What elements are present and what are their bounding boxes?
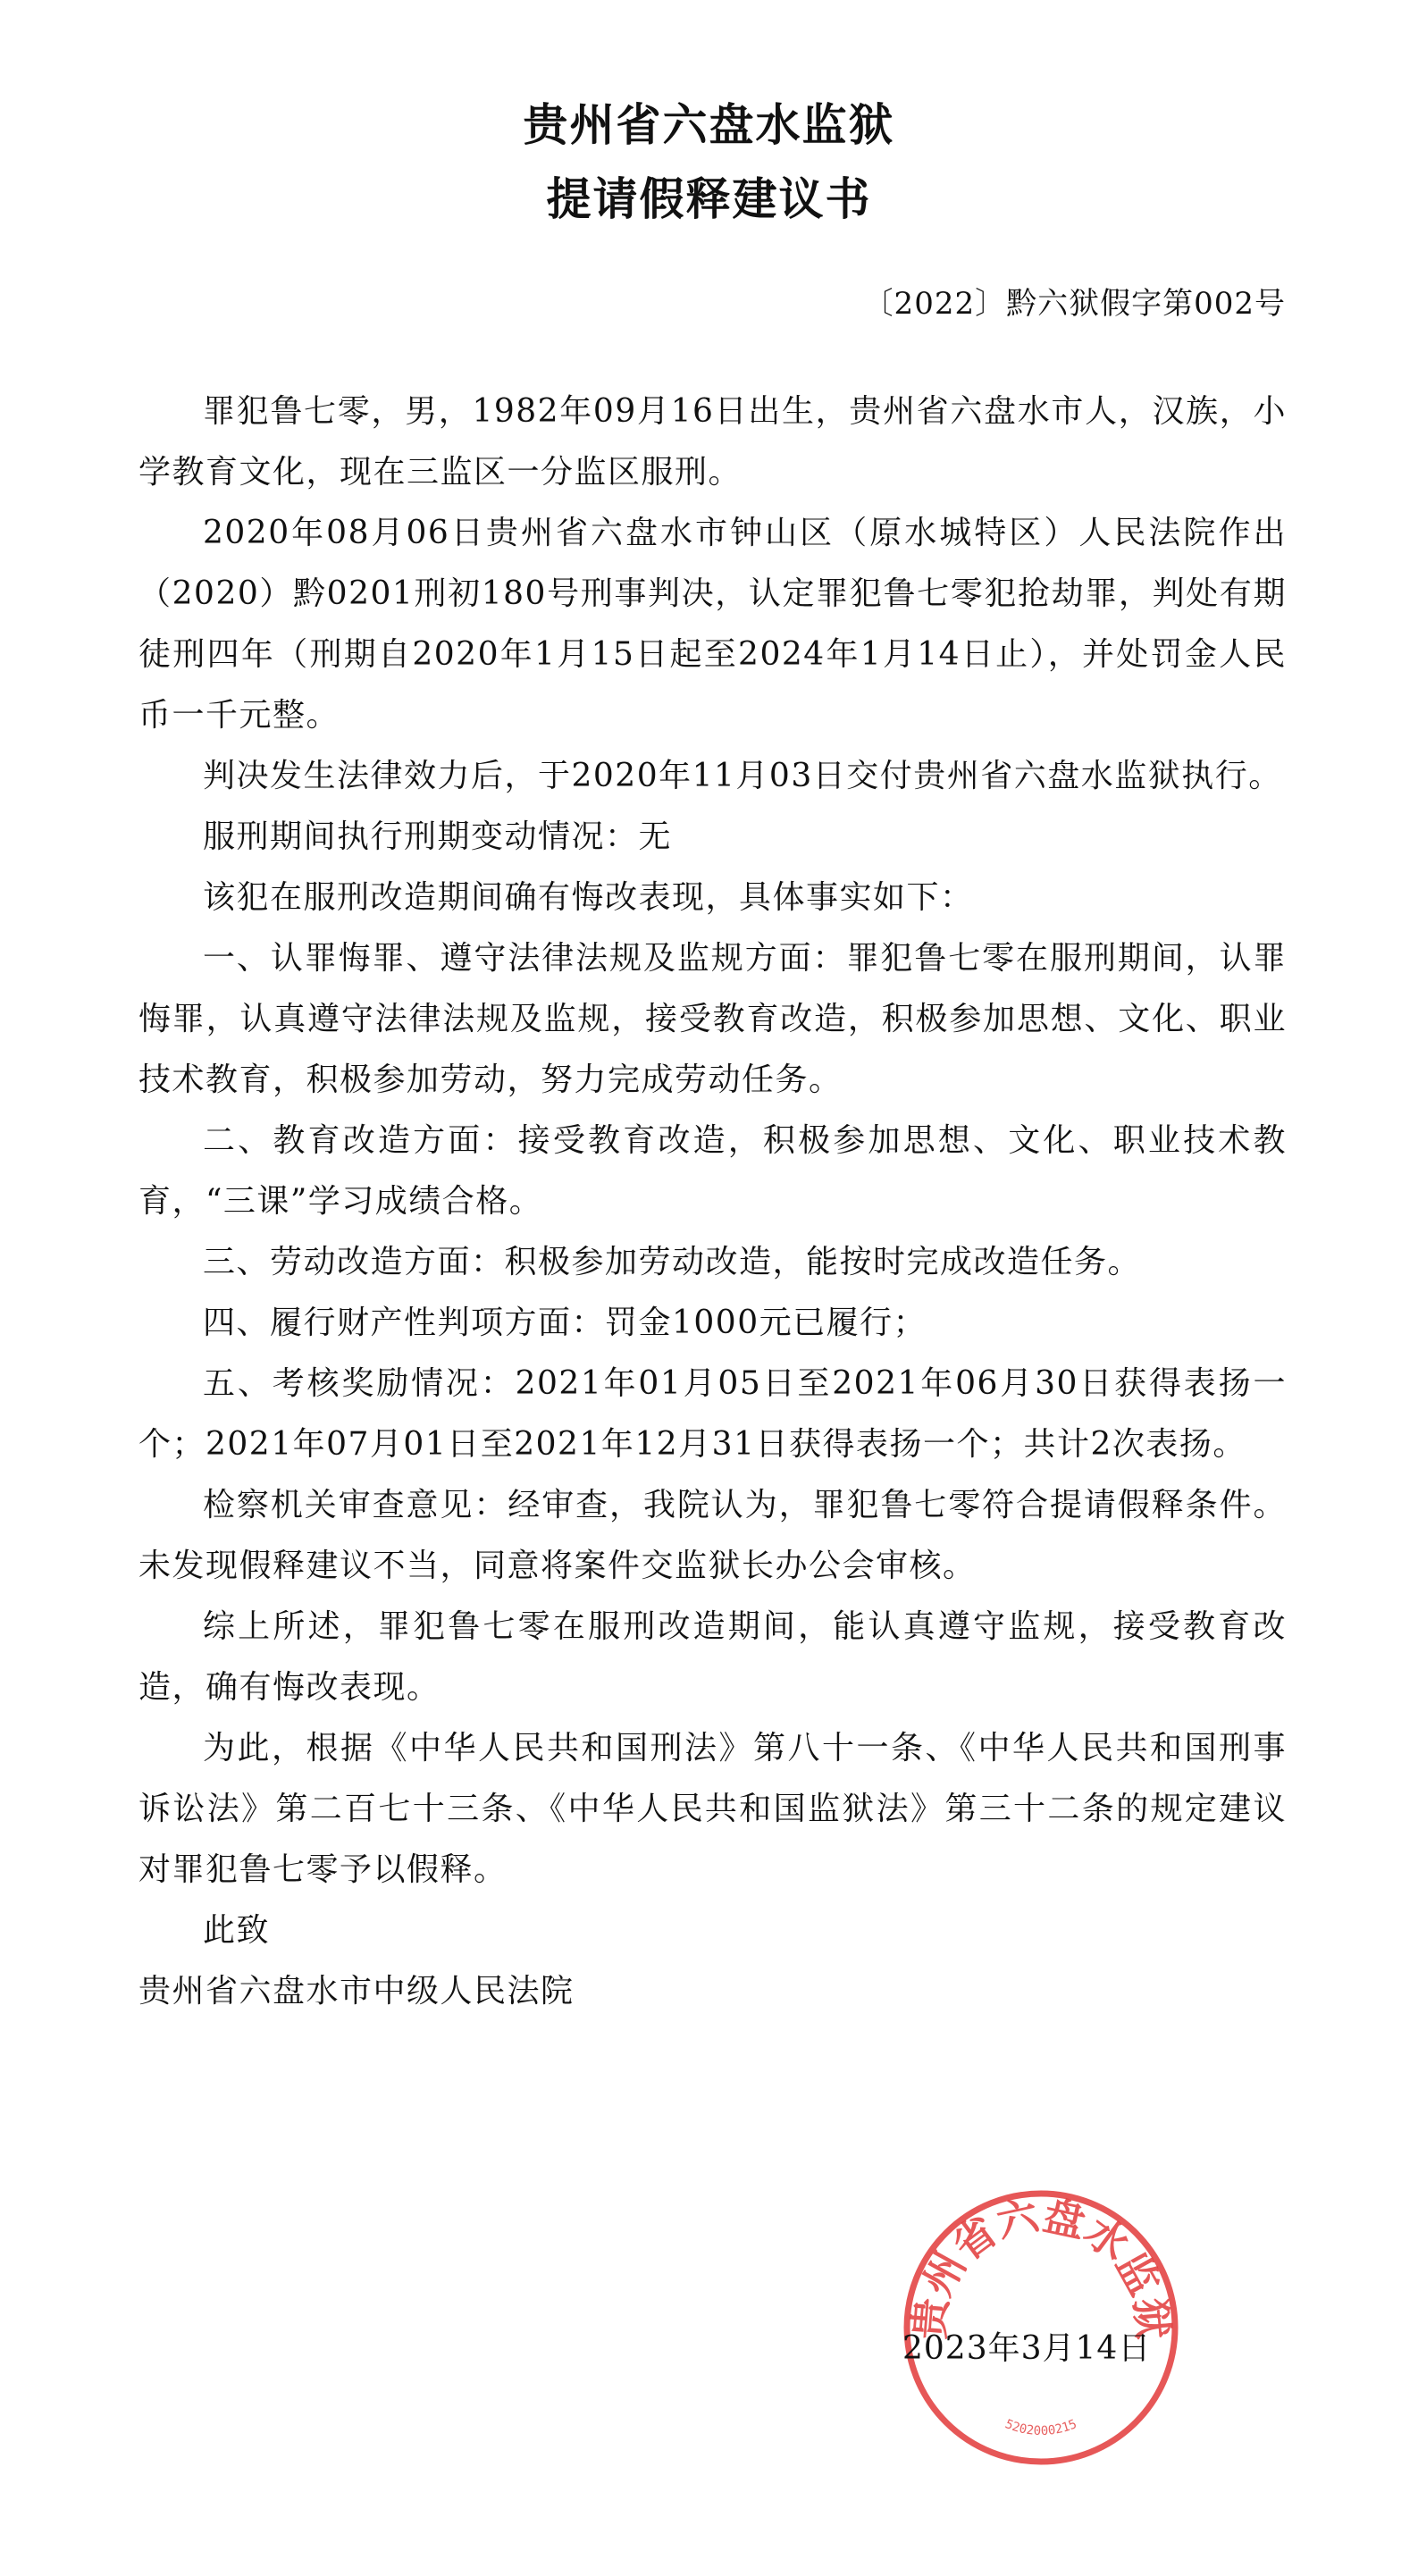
paragraph-summary: 综上所述，罪犯鲁七零在服刑改造期间，能认真遵守监规，接受教育改造，确有悔改表现。 — [138, 1608, 1287, 1706]
paragraph-salutation: 此致 — [203, 1912, 271, 1949]
paragraph-fact-3: 三、劳动改造方面：积极参加劳动改造，能按时完成改造任务。 — [203, 1244, 1142, 1280]
document-number: 〔2022〕黔六狱假字第002号 — [862, 286, 1286, 322]
recipient: 贵州省六盘水市中级人民法院 — [138, 1973, 575, 2010]
paragraph-fact-4: 四、履行财产性判项方面：罚金1000元已履行； — [203, 1305, 927, 1341]
document-title-line2: 提请假释建议书 — [546, 173, 872, 225]
paragraph-execution: 判决发生法律效力后，于2020年11月03日交付贵州省六盘水监狱执行。 — [203, 758, 1282, 794]
paragraph-fact-2: 二、教育改造方面：接受教育改造，积极参加思想、文化、职业技术教育，“三课”学习成绩合格。 — [138, 1122, 1287, 1220]
document-title-line1: 贵州省六盘水监狱 — [523, 99, 895, 151]
paragraph-sentence-change: 服刑期间执行刑期变动情况：无 — [203, 818, 673, 855]
paragraph-legal-basis: 为此，根据《中华人民共和国刑法》第八十一条、《中华人民共和国刑事诉讼法》第二百七十三条、《中华人民共和国监狱法》第三十二条的规定建议对罪犯鲁七零予以假释。 — [138, 1730, 1287, 1888]
paragraph-fact-5: 五、考核奖励情况：2021年01月05日至2021年06月30日获得表扬一个；2021年07月01日至2021年12月31日获得表扬一个；共计2次表扬。 — [138, 1365, 1287, 1463]
paragraph-facts-intro: 该犯在服刑改造期间确有悔改表现，具体事实如下： — [203, 879, 974, 916]
paragraph-procuratorate-opinion: 检察机关审查意见：经审查，我院认为，罪犯鲁七零符合提请假释条件。未发现假释建议不当，同意将案件交监狱长办公会审核。 — [138, 1487, 1287, 1584]
seal-text: 贵州省六盘水监狱 — [904, 2191, 1178, 2341]
seal-code: 5202000215 — [1003, 2417, 1079, 2439]
paragraph-fact-1: 一、认罪悔罪、遵守法律法规及监规方面：罪犯鲁七零在服刑期间，认罪悔罪，认真遵守法律法规及监规，接受教育改造，积极参加思想、文化、职业技术教育，积极参加劳动，努力完成劳动任务。 — [138, 940, 1287, 1098]
document-date: 2023年3月14日 — [902, 2330, 1152, 2367]
paragraph-criminal-info: 罪犯鲁七零，男，1982年09月16日出生，贵州省六盘水市人，汉族，小学教育文化，现在三监区一分监区服刑。 — [138, 393, 1287, 491]
document-body — [138, 382, 1287, 2022]
paragraph-judgment: 2020年08月06日贵州省六盘水市钟山区（原水城特区）人民法院作出（2020）黔0201刑初180号刑事判决，认定罪犯鲁七零犯抢劫罪，判处有期徒刑四年（刑期自2020年1月15日起至2024年1月14日止），并处罚金人民币一千元整。 — [138, 515, 1287, 734]
